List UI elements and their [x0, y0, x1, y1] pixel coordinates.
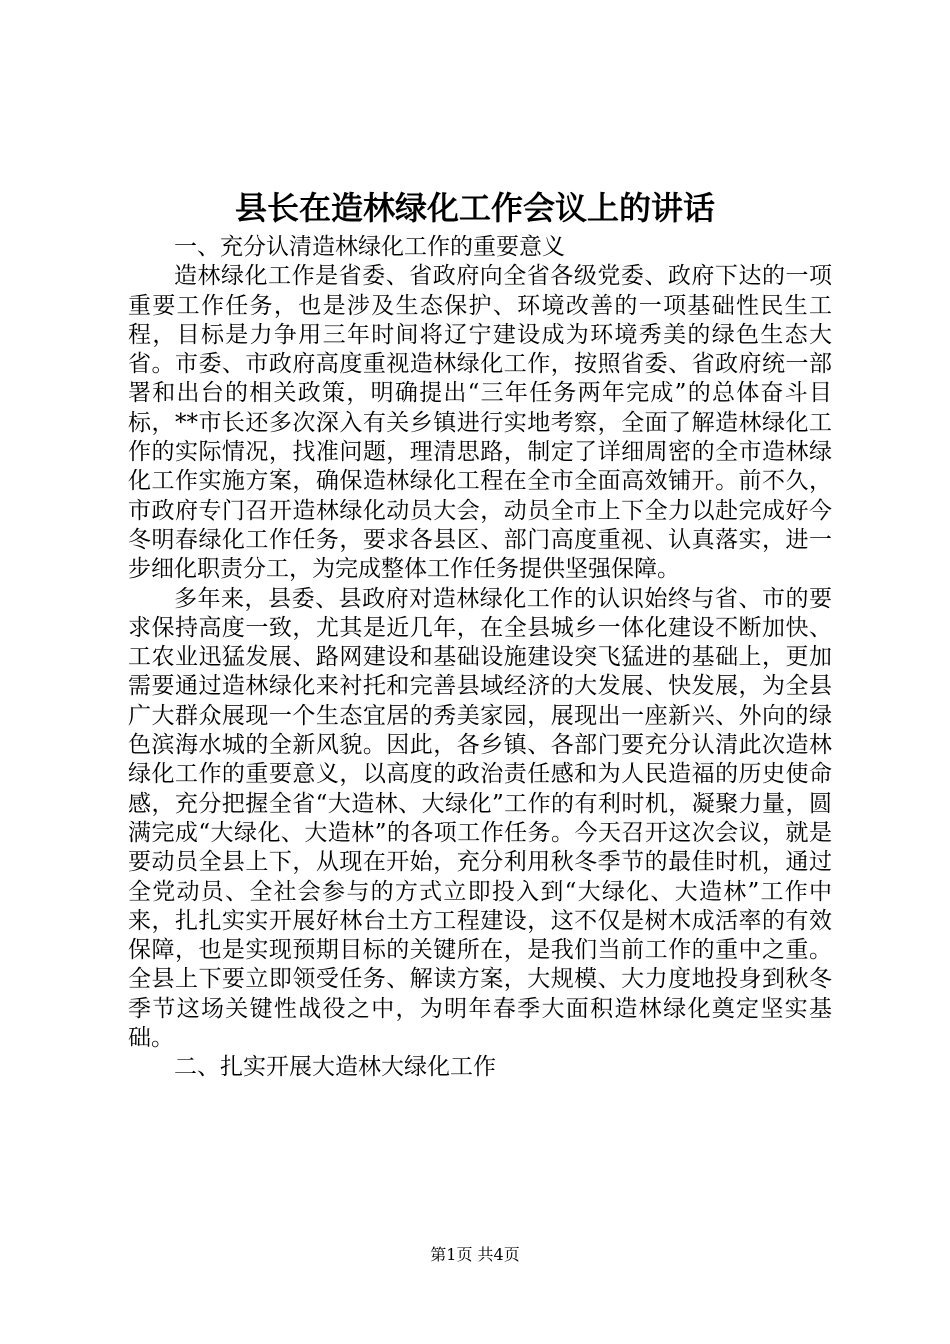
section-heading: 一、充分认清造林绿化工作的重要意义 [174, 234, 565, 260]
page-footer: 第1页 共4页 [430, 1245, 520, 1264]
document-title: 县长在造林绿化工作会议上的讲话 [234, 189, 715, 227]
section-heading: 二、扎实开展大造林大绿化工作 [174, 1054, 496, 1081]
document-body [128, 233, 832, 1083]
body-paragraph: 多年来，县委、县政府对造林绿化工作的认识始终与省、市的要求保持高度一致，尤其是近几年，在全县城乡一体化建设不断加快、工农业迅猛发展、路网建设和基础设施建设突飞猛进的基础上，更加需要通过造林绿化来衬托和完善县域经济的大发展、快发展，为全县广大群众展现一个生态宜居的秀美家园，展现出一座新兴、外向的绿色滨海水城的全新风貌。因此，各乡镇、各部门要充分认清此次造林绿化工作的重要意义，以高度的政治责任感和为人民造福的历史使命感，充分把握全省“大造林、大绿化”工作的有利时机，凝聚力量，圆满完成“大绿化、大造林”的各项工作任务。今天召开这次会议，就是要动员全县上下，从现在开始，充分利用秋冬季节的最佳时机，通过全党动员、全社会参与的方式立即投入到“大绿化、大造林”工作中来，扎扎实实开展好林台土方工程建设，这不仅是树木成活率的有效保障，也是实现预期目标的关键所在，是我们当前工作的重中之重。全县上下要立即领受任务、解读方案，大规模、大力度地投身到秋冬季节这场关键性战役之中，为明年春季大面积造林绿化奠定坚实基础。 [128, 585, 832, 1052]
body-paragraph: 造林绿化工作是省委、省政府向全省各级党委、政府下达的一项重要工作任务，也是涉及生态保护、环境改善的一项基础性民生工程，目标是力争用三年时间将辽宁建设成为环境秀美的绿色生态大省。市委、市政府高度重视造林绿化工作，按照省委、省政府统一部署和出台的相关政策，明确提出“三年任务两年完成”的总体奋斗目标，**市长还多次深入有关乡镇进行实地考察，全面了解造林绿化工作的实际情况，找准问题，理清思路，制定了详细周密的全市造林绿化工作实施方案，确保造林绿化工程在全市全面高效铺开。前不久，市政府专门召开造林绿化动员大会，动员全市上下全力以赴完成好今冬明春绿化工作任务，要求各县区、部门高度重视、认真落实，进一步细化职责分工，为完成整体工作任务提供坚强保障。 [128, 263, 832, 583]
